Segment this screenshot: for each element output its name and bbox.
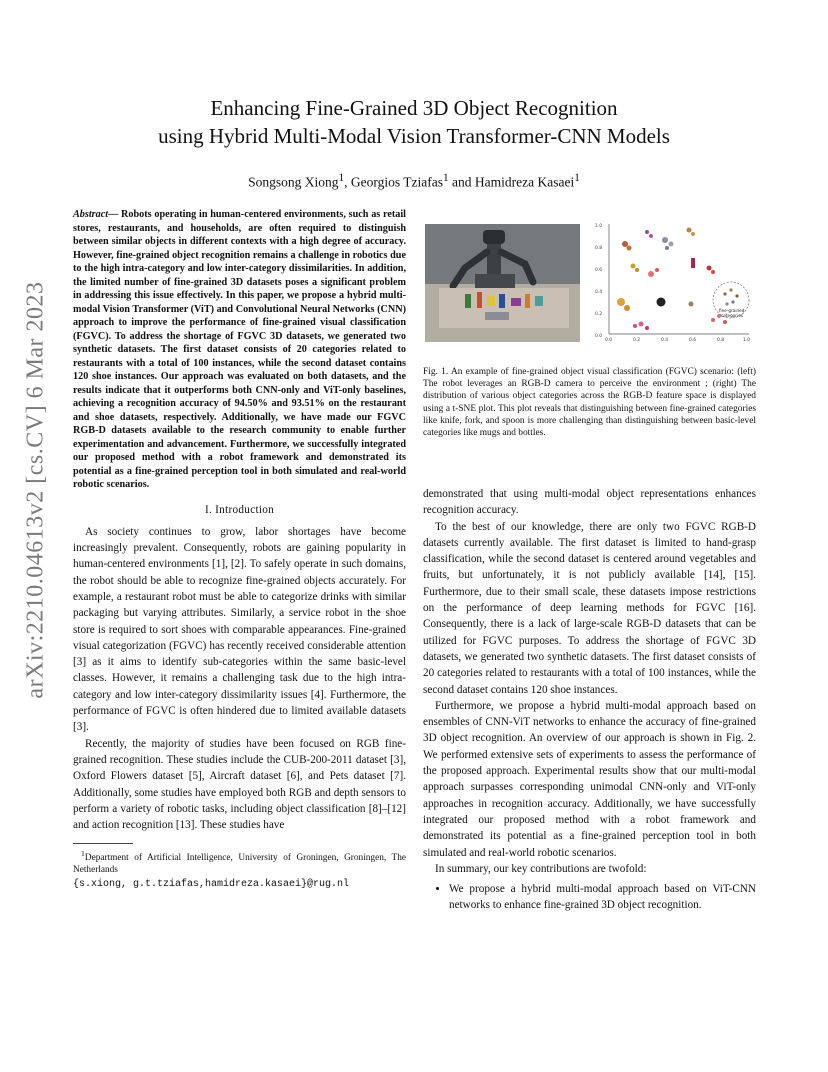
- figure-1: [423, 218, 756, 343]
- y-tick-4: 0.4: [595, 290, 603, 295]
- figure-1-caption: Fig. 1. An example of fine-grained object visual classification (FGVC) scenario: (left) The robot leverages an RGB-D camera to perceive the environment ; (right) The distribution of various object categories across the RGB-D feature space is displayed using a t-SNE plot. This plot reveals that distinguishing between fine-grained categories like knife, fork, and spoon is more challenging than distinguishing between basic-level categories like mugs and bottles.: [423, 367, 756, 439]
- intro-paragraph-2: Recently, the majority of studies have been focused on RGB fine-grained recognition. These studies include the CUB-200-2011 dataset [3], Oxford Flowers dataset [5], Aircraft dataset [6], and Pets dataset [7]. Additionally, some studies have employed both RGB and depth sensors to perform a variety of robotic tasks, including object classification [8]–[12] and action recognition [13]. These studies have: [73, 737, 406, 832]
- author-3: Hamidreza Kasaei: [474, 174, 575, 190]
- left-column: [73, 208, 406, 893]
- footnote-emails: {s.xiong, g.t.tziafas,hamidreza.kasaei}@rug.nl: [73, 878, 350, 890]
- robot-scene-illustration: [425, 224, 580, 342]
- title-line-1: Enhancing Fine-Grained 3D Object Recognition: [210, 96, 618, 120]
- arxiv-identifier-text: arXiv:2210.04613v2 [cs.CV] 6 Mar 2023: [22, 281, 49, 699]
- robot-scene-photo: [425, 224, 580, 342]
- author-separator: ,: [344, 174, 351, 190]
- x-tick-5: 0.8: [717, 338, 725, 343]
- right-paragraph-2: To the best of our knowledge, there are only two FGVC RGB-D datasets currently available. The first dataset is limited to hand-grasp classification, while the second dataset is centered around vegetables and fruits, but unfortunately, it is not publicly available [14], [15]. Furthermore, due to their small scale, these datasets impose restrictions on the performance of deep learning methods for FGVC [16]. Consequently, there is a lack of large-scale RGB-D datasets that can be utilized for FGVC purposes. To address the shortage of FGVC 3D datasets, we generated two synthetic datasets. The first dataset consists of 20 categories related to restaurants with a total of 100 instances, while the second dataset contains 120 shoe instances.: [423, 520, 756, 696]
- contribution-item: • We propose a hybrid multi-modal approach based on ViT-CNN networks to enhance fine-grained 3D object recognition.: [449, 881, 756, 914]
- tsne-plot: [591, 218, 756, 343]
- y-tick-2: 0.8: [595, 246, 603, 251]
- author-2-affiliation: 1: [443, 172, 449, 184]
- footnote-text: Department of Artificial Intelligence, University of Groningen, Groningen, The Netherlands: [73, 853, 406, 876]
- right-paragraph-3: Furthermore, we propose a hybrid multi-modal approach based on ensembles of CNN-ViT networks to enhance the accuracy of fine-grained 3D object recognition. An overview of our approach is shown in Fig. 2. We performed extensive sets of experiments to assess the performance of the proposed approach. Experimental results show that our multi-modal approach surpasses corresponding unimodal CNN-only and ViT-only approaches in recognition accuracy. Additionally, we have successfully integrated our proposed method with a robot framework and demonstrated its potential as a fine-grained perception tool in both simulated and real-world robotic scenarios.: [423, 699, 756, 859]
- author-list: [0, 172, 828, 191]
- x-tick-3: 0.4: [661, 338, 669, 343]
- x-tick-6: 1.0: [743, 338, 751, 343]
- y-tick-6: 0.0: [595, 334, 603, 339]
- y-tick-5: 0.2: [595, 312, 603, 317]
- section-heading-introduction: I. Introduction: [204, 503, 275, 516]
- abstract-dash: —: [108, 209, 122, 220]
- x-tick-1: 0.0: [605, 338, 613, 343]
- intro-paragraph-1: As society continues to grow, labor shortages have become increasingly prevalent. Consequently, robots are gaining popularity in human-centered environments [1], [2]. To safely operate in such domains, the robot should be able to recognize fine-grained objects accurately. For example, a restaurant robot must be able to categorize drinks with similar packaging but varying attributes. Similarly, a service robot in the shoe store is required to sort shoes with comparable appearances. Fine-grained visual categorization (FGVC) has recently received considerable attention [3] as it aims to identify sub-categories within the same basic-level classes. However, it remains a challenging task due to the high intra-category and low inter-category dissimilarity issues [4]. Furthermore, the performance of FGVC is often hindered due to limited available datasets [3].: [73, 525, 406, 734]
- tsne-x-ticks: [605, 337, 750, 343]
- y-tick-1: 1.0: [595, 224, 603, 229]
- author-2: Georgios Tziafas: [350, 174, 444, 190]
- title-line-2: using Hybrid Multi-Modal Vision Transformer-CNN Models: [158, 124, 670, 148]
- right-paragraph-1: demonstrated that using multi-modal object representations enhances recognition accuracy.: [423, 488, 756, 517]
- right-paragraph-4: In summary, our key contributions are twofold:: [435, 862, 647, 875]
- footnote-mark: 1: [81, 849, 85, 859]
- abstract: [73, 208, 406, 492]
- fine-grained-label: [719, 308, 745, 318]
- author-1-affiliation: 1: [338, 172, 345, 184]
- footnote-affiliation: [73, 848, 406, 876]
- contribution-list: [423, 881, 756, 914]
- tsne-clusters: [617, 228, 727, 331]
- tsne-y-ticks: [595, 223, 602, 339]
- fine-grained-points: [723, 288, 738, 305]
- x-tick-2: 0.2: [633, 338, 641, 343]
- footnote-divider: [73, 843, 133, 844]
- abstract-label: Abstract: [73, 209, 109, 220]
- arxiv-identifier: [6, 281, 66, 699]
- abstract-text: Robots operating in human-centered environments, such as retail stores, restaurants, and households, are often required to distinguish between similar objects in different contexts with a high degree of accuracy. However, fine-grained object recognition remains a challenge in robotics due to the high intra-category and low inter-category dissimilarities. In addition, the limited number of fine-grained 3D datasets poses a significant problem in addressing this issue effectively. In this paper, we propose a hybrid multi-modal Vision Transformer (ViT) and Convolutional Neural Networks (CNN) approach to improve the performance of fine-grained visual classification (FGVC). To address the shortage of FGVC 3D datasets, we generated two synthetic datasets. The first dataset consists of 20 categories related to restaurants with a total of 100 instances, while the second dataset contains 120 shoe instances. Our approach was evaluated on both datasets, and the results indicate that it outperforms both CNN-only and ViT-only baselines, achieving a recognition accuracy of 94.50% and 93.51% on the restaurant and shoe datasets, respectively. Additionally, we have made our FGVC RGB-D datasets available to the research community to enable further experimentation and advancement. Furthermore, we successfully integrated our proposed method with a robot framework and demonstrated its potential as a fine-grained perception tool in both simulated and real-world robotic scenarios.: [73, 209, 406, 490]
- x-tick-4: 0.6: [689, 338, 697, 343]
- paper-title: [0, 94, 828, 150]
- author-and: and: [448, 174, 475, 190]
- fine-grained-label-line-2: categories: [721, 313, 743, 318]
- author-3-affiliation: 1: [574, 172, 580, 184]
- y-tick-3: 0.6: [595, 268, 603, 273]
- author-1: Songsong Xiong: [248, 174, 339, 190]
- right-column: [423, 486, 756, 914]
- fine-grained-label-text: fine-grained: [719, 308, 745, 313]
